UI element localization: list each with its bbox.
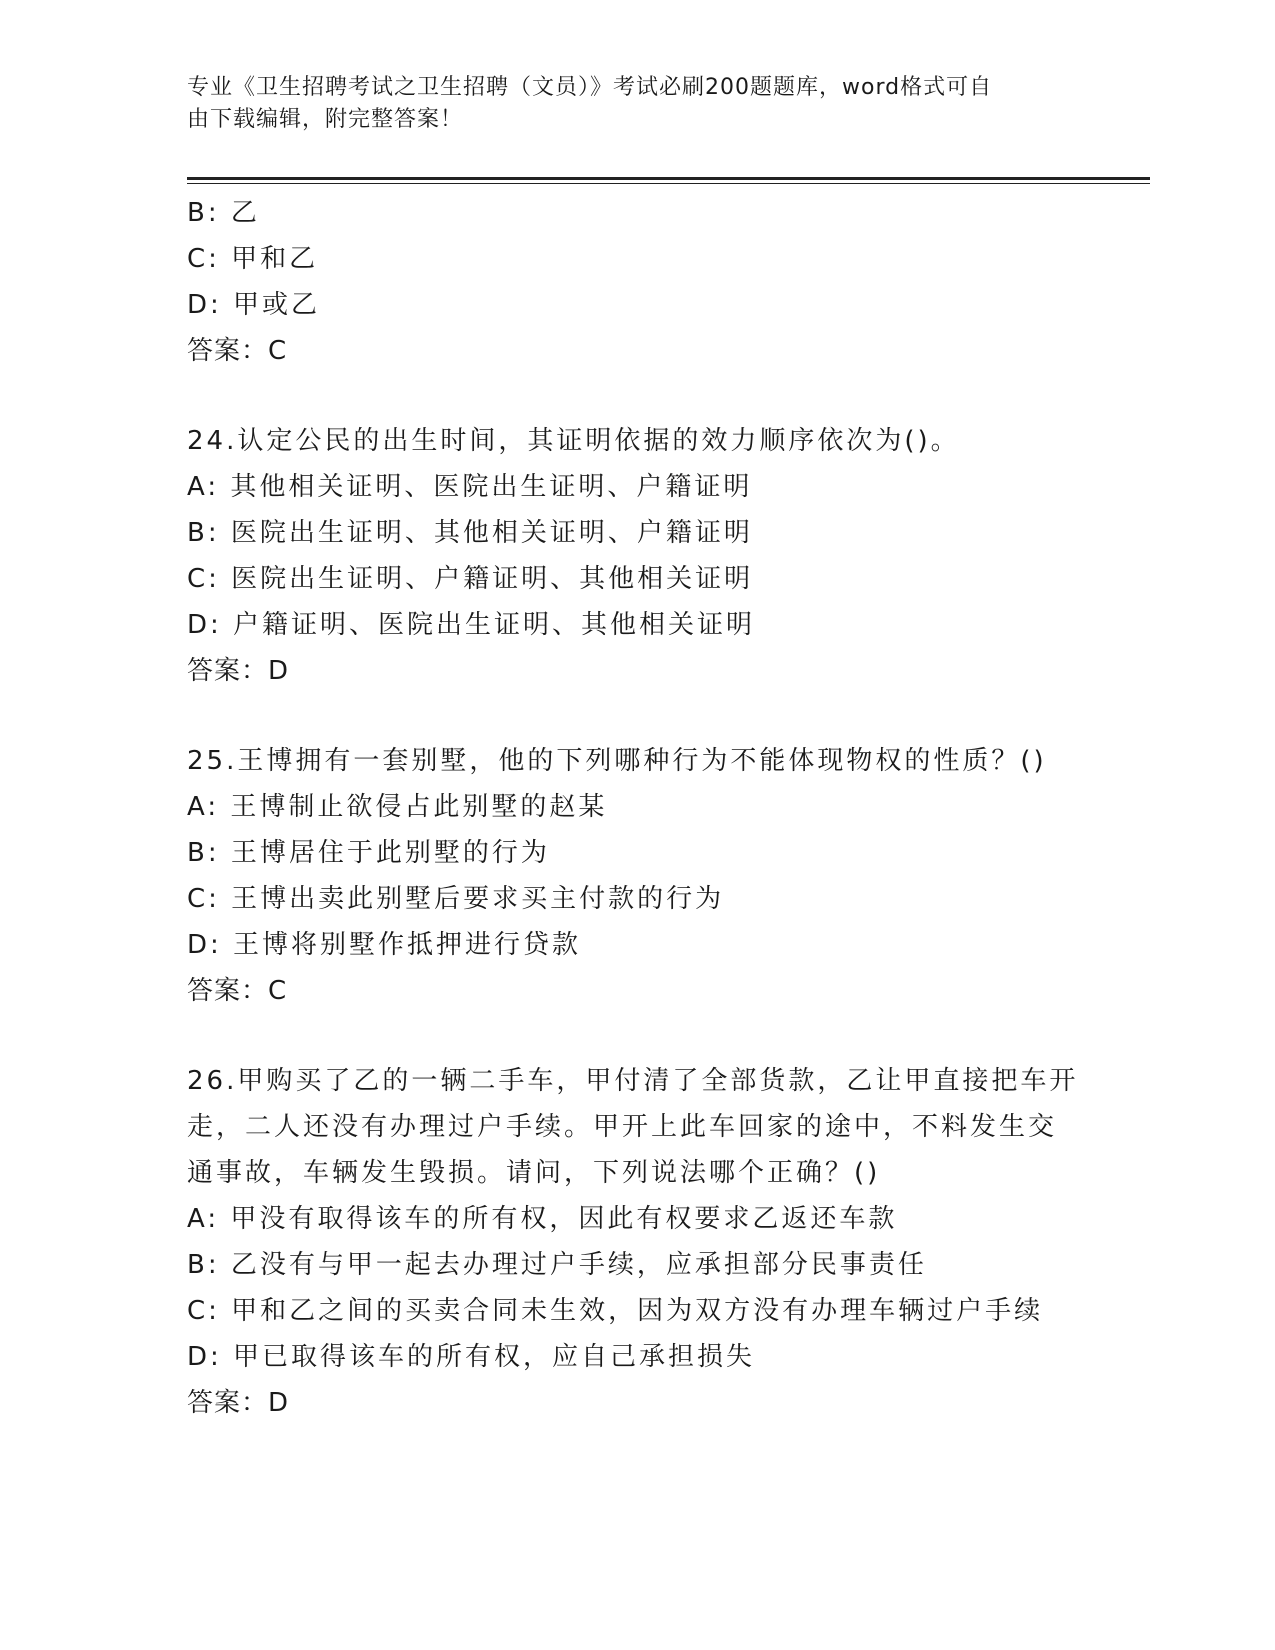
option-c: C: 王博出卖此别墅后要求买主付款的行为 <box>187 884 725 914</box>
option-a: A: 甲没有取得该车的所有权，因此有权要求乙返还车款 <box>187 1204 898 1234</box>
option-d: D: 甲或乙 <box>187 290 321 320</box>
option-b: B: 王博居住于此别墅的行为 <box>187 838 550 868</box>
option-a: A: 王博制止欲侵占此别墅的赵某 <box>187 792 608 822</box>
header-rule-thick <box>187 177 1150 180</box>
option-d: D: 王博将别墅作抵押进行贷款 <box>187 930 582 960</box>
document-header <box>187 72 1087 136</box>
answer-line: 答案：C <box>187 976 288 1006</box>
question-23-tail <box>187 190 1087 374</box>
header-line-1: 专业《卫生招聘考试之卫生招聘（文员）》考试必刷200题题库，word格式可自 <box>187 75 993 100</box>
option-d: D: 甲已取得该车的所有权，应自己承担损失 <box>187 1342 756 1372</box>
question-stem-line-3: 通事故，车辆发生毁损。请问，下列说法哪个正确？() <box>187 1158 881 1188</box>
option-b: B: 乙 <box>187 198 260 228</box>
question-stem-line-2: 走，二人还没有办理过户手续。甲开上此车回家的途中，不料发生交 <box>187 1112 1058 1142</box>
option-c: C: 甲和乙 <box>187 244 319 274</box>
header-line-2: 由下载编辑，附完整答案！ <box>187 107 464 132</box>
question-list <box>187 190 1087 1426</box>
answer-line: 答案：D <box>187 656 290 686</box>
option-b: B: 乙没有与甲一起去办理过户手续，应承担部分民事责任 <box>187 1250 927 1280</box>
option-b: B: 医院出生证明、其他相关证明、户籍证明 <box>187 518 753 548</box>
answer-line: 答案：D <box>187 1388 290 1418</box>
question-25 <box>187 738 1087 1014</box>
option-c: C: 医院出生证明、户籍证明、其他相关证明 <box>187 564 754 594</box>
option-c: C: 甲和乙之间的买卖合同未生效，因为双方没有办理车辆过户手续 <box>187 1296 1044 1326</box>
question-stem: 24.认定公民的出生时间，其证明依据的效力顺序依次为()。 <box>187 426 960 456</box>
question-24 <box>187 418 1087 694</box>
question-26 <box>187 1058 1087 1426</box>
header-rule-thin <box>187 183 1150 184</box>
option-a: A: 其他相关证明、医院出生证明、户籍证明 <box>187 472 753 502</box>
option-d: D: 户籍证明、医院出生证明、其他相关证明 <box>187 610 756 640</box>
question-stem-line-1: 26.甲购买了乙的一辆二手车，甲付清了全部货款，乙让甲直接把车开 <box>187 1066 1079 1096</box>
answer-line: 答案：C <box>187 336 288 366</box>
question-stem: 25.王博拥有一套别墅，他的下列哪种行为不能体现物权的性质？() <box>187 746 1047 776</box>
